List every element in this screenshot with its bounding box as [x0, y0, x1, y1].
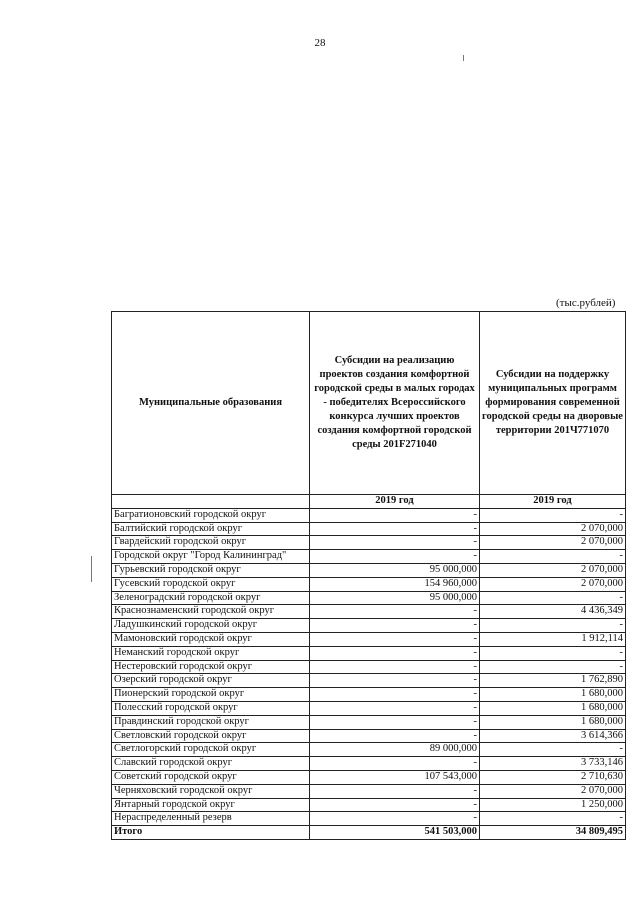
subsidy-yards-value: - [480, 550, 626, 564]
table-row [112, 729, 626, 743]
table-row [112, 619, 626, 633]
subsidy-small-towns-value: - [310, 550, 480, 564]
table-row [112, 536, 626, 550]
table-row [112, 563, 626, 577]
subsidy-small-towns-value: - [310, 688, 480, 702]
subsidy-small-towns-value: 95 000,000 [310, 563, 480, 577]
table-row [112, 812, 626, 826]
subsidy-yards-value: 1 680,000 [480, 688, 626, 702]
subsidy-small-towns-value: 541 503,000 [310, 826, 480, 840]
subsidy-yards-value: 1 680,000 [480, 701, 626, 715]
municipality-name: Полесский городской округ [112, 701, 310, 715]
subsidy-small-towns-value: - [310, 798, 480, 812]
table-row [112, 743, 626, 757]
table-row [112, 688, 626, 702]
subsidy-small-towns-value: - [310, 784, 480, 798]
table-row [112, 701, 626, 715]
header-subsidy-small-towns: Субсидии на реализацию проектов создания комфортной городской среды в малых городах - победителях Всероссийского конкурса лучших проектов создания комфортной городской среды 201F271040 [310, 312, 480, 495]
subsidy-yards-value: - [480, 812, 626, 826]
subsidy-yards-value: 2 710,630 [480, 770, 626, 784]
subsidy-yards-value: 2 070,000 [480, 577, 626, 591]
subsidy-yards-value: - [480, 508, 626, 522]
table-row [112, 784, 626, 798]
municipality-name: Правдинский городской округ [112, 715, 310, 729]
municipality-name: Краснознаменский городской округ [112, 605, 310, 619]
municipality-name: Гурьевский городской округ [112, 563, 310, 577]
municipality-name: Неманский городской округ [112, 646, 310, 660]
table-row [112, 715, 626, 729]
subsidy-yards-value: 2 070,000 [480, 784, 626, 798]
municipality-name: Янтарный городской округ [112, 798, 310, 812]
table-row [112, 508, 626, 522]
subsidy-small-towns-value: - [310, 522, 480, 536]
subsidy-small-towns-value: - [310, 660, 480, 674]
table-row [112, 550, 626, 564]
subsidy-small-towns-value: 154 960,000 [310, 577, 480, 591]
subsidy-yards-value: - [480, 591, 626, 605]
municipality-name: Пионерский городской округ [112, 688, 310, 702]
municipality-name: Мамоновский городской округ [112, 632, 310, 646]
municipality-name: Гвардейский городской округ [112, 536, 310, 550]
subsidy-yards-value: 1 762,890 [480, 674, 626, 688]
subsidy-small-towns-value: 107 543,000 [310, 770, 480, 784]
table-row [112, 605, 626, 619]
subsidy-yards-value: - [480, 743, 626, 757]
municipality-name: Светлогорский городской округ [112, 743, 310, 757]
subsidy-yards-value: 1 680,000 [480, 715, 626, 729]
subsidy-small-towns-value: - [310, 729, 480, 743]
table-row [112, 757, 626, 771]
subsidy-small-towns-value: - [310, 632, 480, 646]
subsidy-small-towns-value: - [310, 701, 480, 715]
header-row [112, 312, 626, 495]
municipality-name: Итого [112, 826, 310, 840]
subsidy-small-towns-value: - [310, 508, 480, 522]
subsidy-yards-value: 4 436,349 [480, 605, 626, 619]
scan-mark-right [463, 55, 464, 61]
header-subsidy-yards: Субсидии на поддержку муниципальных программ формирования современной городской среды на дворовые территории 201Ч771070 [480, 312, 626, 495]
table-row [112, 770, 626, 784]
subsidy-yards-value: 1 250,000 [480, 798, 626, 812]
year-label-col2: 2019 год [310, 495, 480, 509]
subsidy-small-towns-value: - [310, 674, 480, 688]
table-row [112, 522, 626, 536]
subsidy-yards-value: - [480, 646, 626, 660]
municipality-name: Нестеровский городской округ [112, 660, 310, 674]
municipality-name: Ладушкинский городской округ [112, 619, 310, 633]
table-row [112, 674, 626, 688]
table-row [112, 646, 626, 660]
scan-mark-left [91, 556, 92, 582]
municipality-name: Советский городской округ [112, 770, 310, 784]
subsidy-small-towns-value: 89 000,000 [310, 743, 480, 757]
subsidy-yards-value: 3 614,366 [480, 729, 626, 743]
subsidy-yards-value: - [480, 660, 626, 674]
year-row [112, 495, 626, 509]
subsidy-small-towns-value: - [310, 605, 480, 619]
table-row [112, 632, 626, 646]
table-row [112, 591, 626, 605]
page-number: 28 [314, 37, 326, 49]
subsidy-yards-value: 2 070,000 [480, 536, 626, 550]
table-row [112, 577, 626, 591]
municipality-name: Балтийский городской округ [112, 522, 310, 536]
municipality-name: Черняховский городской округ [112, 784, 310, 798]
subsidy-yards-value: 2 070,000 [480, 563, 626, 577]
subsidy-small-towns-value: - [310, 715, 480, 729]
units-label: (тыс.рублей) [556, 297, 616, 309]
year-row-empty-cell [112, 495, 310, 509]
subsidy-yards-value: - [480, 619, 626, 633]
municipality-name: Городской округ "Город Калининград" [112, 550, 310, 564]
subsidy-yards-value: 1 912,114 [480, 632, 626, 646]
municipality-name: Нераспределенный резерв [112, 812, 310, 826]
total-row [112, 826, 626, 840]
subsidy-small-towns-value: 95 000,000 [310, 591, 480, 605]
subsidy-yards-value: 2 070,000 [480, 522, 626, 536]
subsidy-small-towns-value: - [310, 646, 480, 660]
municipality-name: Зеленоградский городской округ [112, 591, 310, 605]
subsidy-yards-value: 34 809,495 [480, 826, 626, 840]
table-row [112, 660, 626, 674]
subsidy-yards-value: 3 733,146 [480, 757, 626, 771]
municipality-name: Гусевский городской округ [112, 577, 310, 591]
subsidies-table [111, 311, 626, 840]
municipality-name: Багратионовский городской округ [112, 508, 310, 522]
subsidy-small-towns-value: - [310, 812, 480, 826]
year-label-col3: 2019 год [480, 495, 626, 509]
subsidy-small-towns-value: - [310, 757, 480, 771]
header-municipalities: Муниципальные образования [112, 312, 310, 495]
subsidy-small-towns-value: - [310, 536, 480, 550]
table-row [112, 798, 626, 812]
municipality-name: Светловский городской округ [112, 729, 310, 743]
municipality-name: Славский городской округ [112, 757, 310, 771]
subsidy-small-towns-value: - [310, 619, 480, 633]
municipality-name: Озерский городской округ [112, 674, 310, 688]
